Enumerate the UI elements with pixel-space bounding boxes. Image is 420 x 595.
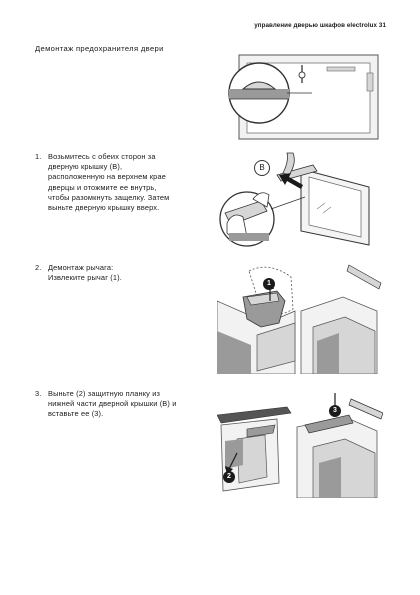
step-1-line: дверцы и отожмите ее внутрь,: [48, 182, 157, 192]
step-3-line: нижней части дверной крышки (В) и: [48, 399, 177, 409]
step-1: [35, 152, 210, 213]
step-3-line: вставьте ее (3).: [48, 409, 104, 419]
lever-removal-illustration: [217, 261, 383, 374]
step-3-label-3-text: 3: [333, 407, 337, 414]
step-3-figure: [217, 387, 383, 498]
step-2-label-1-text: 1: [267, 280, 271, 287]
door-cover-removal-illustration: [217, 151, 383, 247]
step-2-number: 2.: [35, 263, 42, 272]
step-2-figure: [217, 261, 383, 374]
step-1-line: дверную крышку (В),: [48, 162, 123, 172]
step-2: [35, 263, 210, 283]
step-3: [35, 389, 210, 420]
step-3-number: 3.: [35, 389, 42, 398]
step-1-line: Возьмитесь с обеих сторон за: [48, 152, 156, 161]
door-overview-illustration: [217, 53, 380, 141]
step-3-label-2-text: 2: [227, 473, 231, 480]
step-3-label-3: [329, 405, 341, 417]
step-1-figure: [217, 151, 383, 247]
step-2-label-1: [263, 278, 275, 290]
section-title: Демонтаж предохранителя двери: [35, 44, 164, 53]
door-overview-figure: [217, 53, 380, 141]
step-3-label-2: [223, 471, 235, 483]
page-header: управление дверью шкафов electrolux 31: [254, 22, 386, 29]
step-1-label-b: [254, 160, 270, 176]
protective-strip-illustration: [217, 387, 383, 498]
step-1-label-b-text: B: [259, 163, 265, 172]
step-1-line: выньте дверную крышку вверх.: [48, 203, 160, 213]
step-1-line: расположенную на верхнем крае: [48, 172, 166, 182]
step-3-line: Выньте (2) защитную планку из: [48, 389, 161, 398]
step-2-line: Демонтаж рычага:: [48, 263, 114, 272]
step-2-line: Извлеките рычаг (1).: [48, 273, 122, 283]
step-1-line: чтобы разомкнуть защелку. Затем: [48, 192, 170, 202]
step-1-number: 1.: [35, 152, 42, 161]
